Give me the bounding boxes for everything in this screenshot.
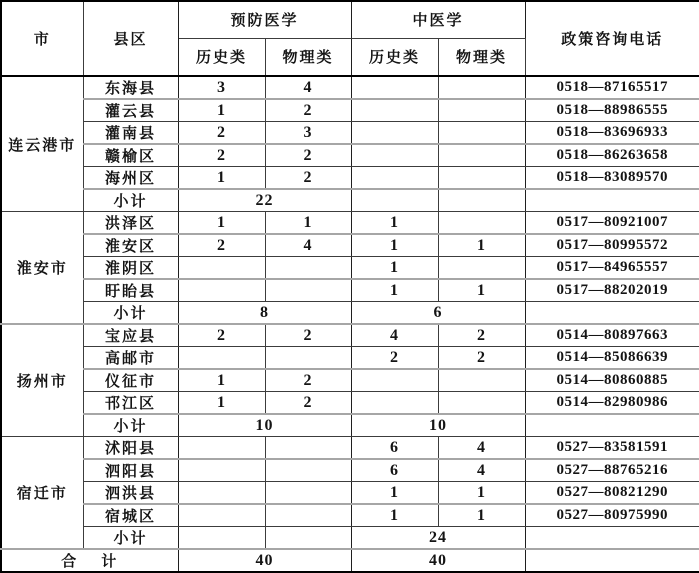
county-cell: 淮阴区 (83, 257, 178, 280)
phone-cell: 0527—83581591 (525, 437, 699, 460)
tcm-history-cell (351, 144, 438, 167)
tcm-history-cell (351, 167, 438, 190)
table-row (1, 144, 699, 167)
prev-physics-cell (265, 279, 351, 302)
subtotal-prev-history-cell (178, 527, 265, 550)
county-cell: 灌云县 (83, 99, 178, 122)
tcm-history-cell (351, 99, 438, 122)
county-cell: 盱眙县 (83, 279, 178, 302)
city-cell: 淮安市 (1, 212, 83, 325)
table-row (1, 324, 699, 347)
phone-cell: 0517—88202019 (525, 279, 699, 302)
subtotal-label: 小计 (83, 189, 178, 212)
table-row (1, 504, 699, 527)
county-cell: 海州区 (83, 167, 178, 190)
city-cell: 宿迁市 (1, 437, 83, 550)
tcm-physics-cell (438, 369, 525, 392)
tcm-physics-cell (438, 212, 525, 235)
tcm-history-cell: 1 (351, 234, 438, 257)
prev-history-cell: 2 (178, 324, 265, 347)
table-row (1, 76, 699, 99)
prev-history-cell: 2 (178, 122, 265, 145)
header-tcm: 中医学 (351, 1, 525, 38)
total-label: 合 计 (1, 549, 178, 572)
header-county: 县区 (83, 1, 178, 76)
tcm-physics-cell (438, 392, 525, 415)
tcm-history-cell (351, 76, 438, 99)
prev-history-cell (178, 257, 265, 280)
header-prev-physics: 物理类 (265, 38, 351, 76)
subtotal-tcm-physics-cell (438, 189, 525, 212)
county-cell: 宝应县 (83, 324, 178, 347)
prev-physics-cell (265, 482, 351, 505)
phone-cell (525, 189, 699, 212)
subtotal-row (1, 527, 699, 550)
prev-history-cell (178, 459, 265, 482)
phone-cell: 0514—80897663 (525, 324, 699, 347)
subtotal-prev-physics-cell (265, 527, 351, 550)
header-tcm-physics: 物理类 (438, 38, 525, 76)
prev-physics-cell: 2 (265, 369, 351, 392)
table-row (1, 257, 699, 280)
tcm-history-cell: 6 (351, 459, 438, 482)
phone-cell (525, 302, 699, 325)
table-row (1, 482, 699, 505)
subtotal-prev-cell: 22 (178, 189, 351, 212)
prev-physics-cell (265, 504, 351, 527)
tcm-physics-cell: 4 (438, 437, 525, 460)
subtotal-row (1, 302, 699, 325)
tcm-history-cell (351, 392, 438, 415)
tcm-history-cell (351, 369, 438, 392)
table-row (1, 392, 699, 415)
table-row (1, 167, 699, 190)
table-header (1, 1, 699, 76)
subtotal-row (1, 189, 699, 212)
phone-cell: 0517—80995572 (525, 234, 699, 257)
tcm-history-cell: 1 (351, 482, 438, 505)
prev-history-cell: 1 (178, 99, 265, 122)
city-cell: 连云港市 (1, 76, 83, 212)
tcm-physics-cell: 1 (438, 234, 525, 257)
subtotal-row (1, 414, 699, 437)
table-row (1, 234, 699, 257)
phone-cell (525, 414, 699, 437)
prev-physics-cell: 2 (265, 392, 351, 415)
county-cell: 沭阳县 (83, 437, 178, 460)
phone-cell: 0518—86263658 (525, 144, 699, 167)
tcm-physics-cell: 1 (438, 504, 525, 527)
subtotal-prev-cell: 8 (178, 302, 351, 325)
phone-cell: 0517—80921007 (525, 212, 699, 235)
tcm-history-cell: 2 (351, 347, 438, 370)
header-tcm-history: 历史类 (351, 38, 438, 76)
prev-physics-cell: 2 (265, 99, 351, 122)
prev-physics-cell: 2 (265, 167, 351, 190)
county-cell: 赣榆区 (83, 144, 178, 167)
tcm-physics-cell (438, 99, 525, 122)
phone-cell: 0517—84965557 (525, 257, 699, 280)
tcm-history-cell: 1 (351, 212, 438, 235)
phone-cell (525, 549, 699, 572)
county-cell: 洪泽区 (83, 212, 178, 235)
header-city: 市 (1, 1, 83, 76)
tcm-physics-cell: 4 (438, 459, 525, 482)
phone-cell: 0518—87165517 (525, 76, 699, 99)
header-prev-history: 历史类 (178, 38, 265, 76)
tcm-physics-cell: 2 (438, 324, 525, 347)
tcm-history-cell: 1 (351, 504, 438, 527)
prev-history-cell: 1 (178, 392, 265, 415)
county-cell: 泗洪县 (83, 482, 178, 505)
tcm-physics-cell: 1 (438, 482, 525, 505)
phone-cell: 0527—80821290 (525, 482, 699, 505)
subtotal-tcm-cell: 10 (351, 414, 525, 437)
tcm-physics-cell: 1 (438, 279, 525, 302)
county-cell: 宿城区 (83, 504, 178, 527)
subtotal-tcm-cell: 24 (351, 527, 525, 550)
county-cell: 灌南县 (83, 122, 178, 145)
table-row (1, 122, 699, 145)
total-prev-cell: 40 (178, 549, 351, 572)
tcm-history-cell: 1 (351, 257, 438, 280)
table-row (1, 279, 699, 302)
prev-history-cell: 2 (178, 234, 265, 257)
county-cell: 东海县 (83, 76, 178, 99)
tcm-physics-cell (438, 144, 525, 167)
tcm-physics-cell: 2 (438, 347, 525, 370)
prev-history-cell: 2 (178, 144, 265, 167)
subtotal-label: 小计 (83, 302, 178, 325)
phone-cell: 0514—80860885 (525, 369, 699, 392)
prev-physics-cell: 2 (265, 144, 351, 167)
prev-physics-cell: 2 (265, 324, 351, 347)
phone-cell: 0518—88986555 (525, 99, 699, 122)
city-cell: 扬州市 (1, 324, 83, 437)
table-row (1, 369, 699, 392)
prev-history-cell: 1 (178, 212, 265, 235)
total-row (1, 549, 699, 572)
subtotal-label: 小计 (83, 414, 178, 437)
prev-physics-cell: 3 (265, 122, 351, 145)
subtotal-tcm-history-cell (351, 189, 438, 212)
county-cell: 高邮市 (83, 347, 178, 370)
phone-cell: 0514—85086639 (525, 347, 699, 370)
phone-cell (525, 527, 699, 550)
prev-history-cell: 1 (178, 369, 265, 392)
prev-history-cell (178, 437, 265, 460)
tcm-history-cell: 4 (351, 324, 438, 347)
table-row (1, 212, 699, 235)
phone-cell: 0518—83089570 (525, 167, 699, 190)
tcm-history-cell: 6 (351, 437, 438, 460)
prev-physics-cell (265, 437, 351, 460)
county-cell: 泗阳县 (83, 459, 178, 482)
prev-physics-cell: 1 (265, 212, 351, 235)
subtotal-tcm-cell: 6 (351, 302, 525, 325)
prev-history-cell (178, 279, 265, 302)
tcm-history-cell (351, 122, 438, 145)
prev-history-cell (178, 482, 265, 505)
total-tcm-cell: 40 (351, 549, 525, 572)
tcm-physics-cell (438, 76, 525, 99)
phone-cell: 0527—88765216 (525, 459, 699, 482)
county-cell: 邗江区 (83, 392, 178, 415)
table-row (1, 99, 699, 122)
subtotal-label: 小计 (83, 527, 178, 550)
prev-physics-cell: 4 (265, 234, 351, 257)
prev-physics-cell (265, 459, 351, 482)
prev-physics-cell (265, 257, 351, 280)
header-preventive-medicine: 预防医学 (178, 1, 351, 38)
header-phone: 政策咨询电话 (525, 1, 699, 76)
prev-physics-cell: 4 (265, 76, 351, 99)
tcm-physics-cell (438, 257, 525, 280)
phone-cell: 0514—82980986 (525, 392, 699, 415)
subtotal-prev-cell: 10 (178, 414, 351, 437)
table-row (1, 347, 699, 370)
prev-history-cell (178, 504, 265, 527)
tcm-history-cell: 1 (351, 279, 438, 302)
tcm-physics-cell (438, 167, 525, 190)
tcm-physics-cell (438, 122, 525, 145)
prev-physics-cell (265, 347, 351, 370)
phone-cell: 0527—80975990 (525, 504, 699, 527)
table-row (1, 459, 699, 482)
prev-history-cell: 1 (178, 167, 265, 190)
county-cell: 淮安区 (83, 234, 178, 257)
prev-history-cell (178, 347, 265, 370)
prev-history-cell: 3 (178, 76, 265, 99)
phone-cell: 0518—83696933 (525, 122, 699, 145)
county-cell: 仪征市 (83, 369, 178, 392)
table-row (1, 437, 699, 460)
